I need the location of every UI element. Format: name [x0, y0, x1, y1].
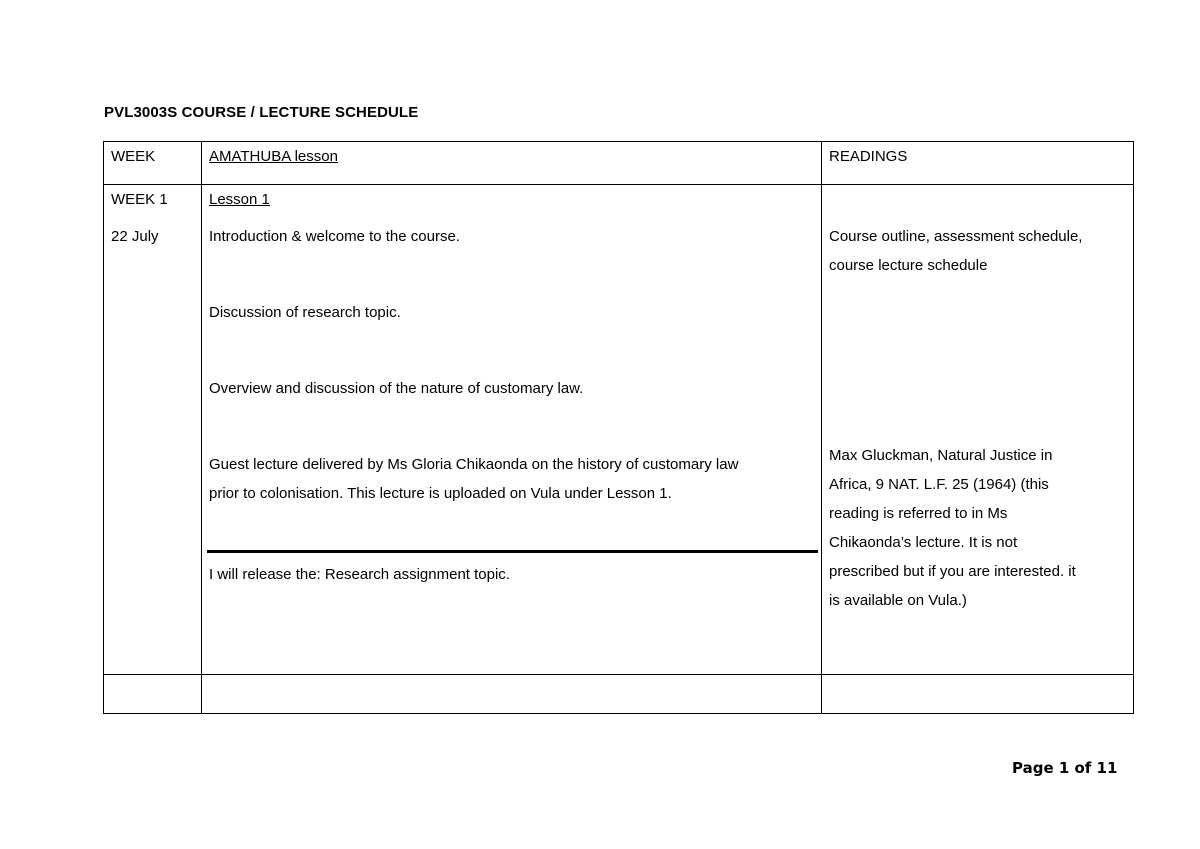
lesson-item: Overview and discussion of the nature of customary law. [209, 380, 584, 398]
header-readings: READINGS [829, 148, 908, 165]
lecture-schedule-table [103, 141, 1134, 714]
table-header-row [104, 142, 1134, 185]
reading-line: course lecture schedule [829, 257, 988, 275]
reading-line: Max Gluckman, Natural Justice in [829, 447, 1053, 465]
reading-line: prescribed but if you are interested. it [829, 563, 1076, 581]
lesson-item: prior to colonisation. This lecture is uploaded on Vula under Lesson 1. [209, 485, 672, 503]
lesson-heading: Lesson 1 [209, 191, 270, 209]
week-date: 22 July [111, 228, 159, 246]
table-row-empty [104, 674, 1134, 713]
table-row [104, 185, 1134, 675]
header-readings-cell [822, 142, 1134, 185]
week-cell [104, 185, 202, 675]
page-number: Page 1 of 11 [1012, 759, 1118, 777]
reading-line: Africa, 9 NAT. L.F. 25 (1964) (this [829, 476, 1049, 494]
lesson-item: I will release the: Research assignment topic. [209, 566, 510, 584]
header-lesson-cell [202, 142, 822, 185]
header-week: WEEK [111, 148, 156, 165]
empty-lesson-cell [202, 674, 822, 713]
week-label: WEEK 1 [111, 191, 168, 209]
readings-cell [822, 185, 1134, 675]
lesson-item: Guest lecture delivered by Ms Gloria Chikaonda on the history of customary law [209, 456, 739, 474]
lesson-item: Discussion of research topic. [209, 304, 401, 322]
empty-week-cell [104, 674, 202, 713]
page-title: PVL3003S COURSE / LECTURE SCHEDULE [104, 104, 419, 121]
header-lesson: AMATHUBA lesson [209, 148, 338, 165]
header-week-cell [104, 142, 202, 185]
empty-readings-cell [822, 674, 1134, 713]
lesson-item: Introduction & welcome to the course. [209, 228, 460, 246]
lesson-cell [202, 185, 822, 675]
reading-line: Course outline, assessment schedule, [829, 228, 1083, 246]
reading-line: reading is referred to in Ms [829, 505, 1008, 523]
reading-line: is available on Vula.) [829, 592, 967, 610]
divider-rule [207, 550, 818, 553]
reading-line: Chikaonda’s lecture. It is not [829, 534, 1018, 552]
